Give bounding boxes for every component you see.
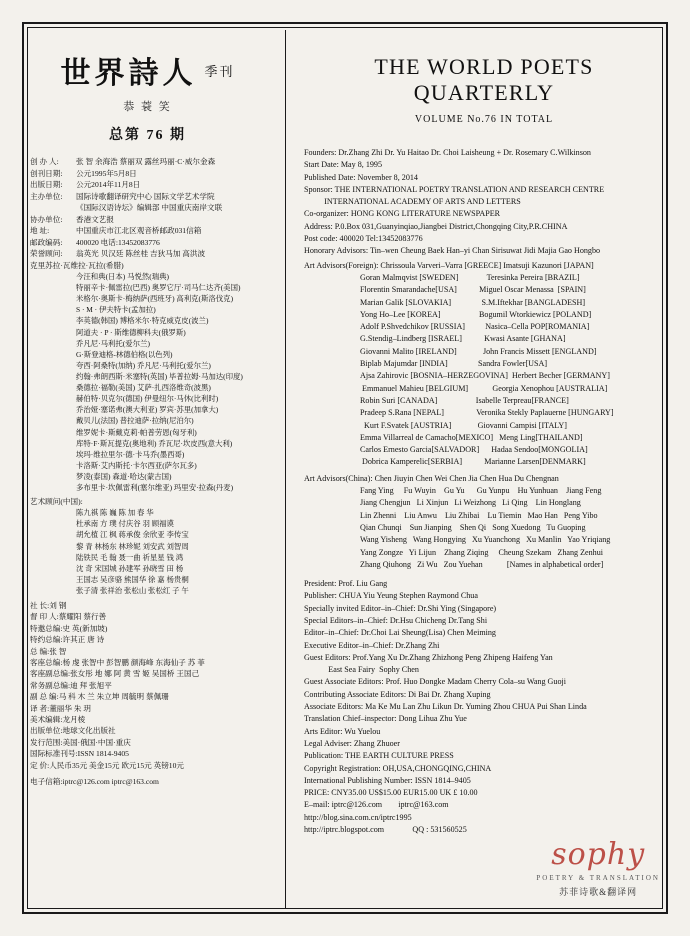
advisor-line: Lin Zhenni Liu Anwu Liu Zhibai Lu Tiemin Mao Han Peng Yibo	[360, 510, 598, 520]
english-staff-block	[304, 578, 664, 836]
advisor-line: Qian Chunqi Sun Jianping Shen Qi Song Xuedong Tu Guoping	[360, 522, 586, 532]
imprint-label: 主办单位:	[30, 191, 63, 201]
staff-line: 常务副总编:迪 拜 张旭平	[30, 680, 112, 690]
issue-number: 总第 76 期	[109, 128, 186, 143]
staff-line: Guest Editors: Prof.Yang Xu Dr.Zhang Zhizhong Peng Zhipeng Haifeng Yan	[304, 652, 553, 662]
advisor-line: 维罗妮卡·斯戴克莉·帕普劳恩(匈牙利)	[76, 427, 197, 437]
advisor-line: Yang Zongze Yi Lijun Zhang Ziqing Cheung Szekam Zhang Zenhui	[360, 547, 604, 557]
staff-line: 出版单位:地球文化出版社	[30, 726, 116, 736]
imprint-row	[30, 202, 265, 213]
advisor-line: Giovanni Malito [IRELAND] John Francis Missett [ENGLAND]	[360, 346, 597, 356]
advisor-line: 特丽辛卡·佩雷拉(巴西) 奥罗它厅·司马仁达齐(美国)	[76, 283, 241, 293]
advisor-line: 阿道夫 · P · 斯维德柳科夫(俄罗斯)	[76, 327, 186, 337]
staff-line: 美术编辑:龙月棱	[30, 714, 86, 724]
advisor-line: 夸西·阿桑特(加纳) 乔凡尼·马利托(爱尔兰)	[76, 360, 211, 370]
imprint-line: Co-organizer: HONG KONG LITERATURE NEWSPAPER	[304, 209, 501, 219]
china-art-advisors-cn	[30, 507, 265, 596]
advisor-line: G.Stendig–Lindberg [ISRAEL] Kwasi Asante [GHANA]	[360, 334, 566, 344]
chinese-masthead-column	[30, 30, 275, 908]
staff-line: Specially invited Editor–in–Chief: Dr.Shi Ying (Singapore)	[304, 603, 497, 613]
advisor-line: Biplab Majumdar [INDIA] Sandra Fowler[USA]	[360, 359, 548, 369]
advisor-line: Fang Ying Fu Wuyin Gu Yu Gu Yunpu Hu Yunhuan Jiang Feng	[360, 486, 602, 496]
staff-line: 译 者:董丽华 朱 玥	[30, 703, 91, 713]
imprint-row	[30, 179, 265, 190]
staff-line: 客座副总编:张女彤 地 娜 阿 黄 雪 姬 吴国桥 王国己	[30, 669, 200, 679]
staff-line: 社 长:刘 钢	[30, 601, 67, 611]
advisor-line: 乔治娅·塞诺弗(澳大利亚) 罗宾·苏里(加拿大)	[76, 405, 219, 415]
advisor-line: 陈九祺 陈 巍 陈 加 春 华	[76, 508, 154, 518]
blogspot-url[interactable]: http://iptrc.blogspot.com QQ : 531560525	[304, 825, 467, 835]
staff-line: International Publishing Number: ISSN 1814–9405	[304, 775, 471, 785]
imprint-row	[30, 237, 265, 248]
imprint-value: 中国重庆市江北区观音桥邮政031信箱	[76, 226, 202, 235]
advisor-line: Wang Yisheng Wang Hongying Xu Yuanchong Xu Manlin Yao Yriqiang	[360, 535, 611, 545]
advisor-line: 埃玛·维拉里尔·德·卡马乔(墨西哥)	[76, 449, 185, 459]
advisor-line: 王国志 吴彦骆 熊国华 徐 嘉 杨贵桐	[76, 574, 189, 584]
staff-line: 督 印 人:蔡耀阳 蔡行善	[30, 612, 107, 622]
foreign-advisors-list	[304, 272, 664, 469]
advisor-line: 库特·F·斯瓦提克(奥地利) 乔瓦尼·坎皮西(意大利)	[76, 438, 233, 448]
advisor-line: Marian Galik [SLOVAKIA] S.M.Iftekhar [BANGLADESH]	[360, 297, 586, 307]
staff-line: 电子信箱:iptrc@126.com iptrc@163.com	[30, 776, 159, 786]
advisor-line: 卡洛斯·艾内斯托·卡尔西亚(萨尔瓦多)	[76, 460, 197, 470]
column-divider	[285, 30, 286, 908]
imprint-value: 400020 电话:13452083776	[76, 237, 160, 247]
chinese-subtitle: 季刊	[204, 63, 235, 79]
china-advisors-label: Art Advisors(China): Chen Jiuyin Chen Wei Chen Jia Chen Hua Du Chengnan	[304, 473, 559, 483]
staff-block-cn	[30, 600, 265, 787]
staff-line: Arts Editor: Wu Yuelou	[304, 726, 381, 736]
advisor-line: 赫伯特·贝克尔(德国) 伊曼纽尔·马休(比利时)	[76, 394, 219, 404]
imprint-row	[30, 168, 265, 179]
imprint-label: 荣誉顾问:	[30, 249, 63, 258]
advisor-line: 陆铁民 毛 翰 聂一曲 祈星星 钱 鸿	[76, 552, 184, 562]
staff-line: East Sea Fairy Sophy Chen	[304, 665, 419, 675]
staff-line: Special Editors–in–Chief: Dr.Hsu Chicheng Dr.Tang Shi	[304, 615, 488, 625]
advisor-line: 胡允植 江 枫 蒋承俊 余欣亚 李传宝	[76, 530, 189, 540]
imprint-row	[30, 260, 265, 271]
english-masthead-column	[296, 30, 664, 908]
imprint-label: 协办单位:	[30, 214, 63, 224]
staff-line: 定 价:人民币35元 美金15元 欧元15元 英镑10元	[30, 760, 184, 770]
imprint-line: Start Date: May 8, 1995	[304, 160, 383, 170]
sophy-cn-site: 苏菲诗歌&翻译网	[559, 887, 638, 897]
masthead	[30, 30, 265, 144]
sophy-logo: sophy	[551, 837, 646, 872]
advisor-line: 戴贝儿(法国) 普拉迪萨·拉纳(尼泊尔)	[76, 416, 194, 426]
imprint-value: 香港文艺报	[76, 214, 114, 224]
staff-line: 客座总编:杨 虔 张智中 彭智鹏 颜海峰 东海仙子 苏 菲	[30, 658, 205, 668]
advisor-line: 桑德拉·福勒(美国) 艾萨·扎西洛维奇(波黑)	[76, 383, 211, 393]
imprint-value: 国际诗歌翻译研究中心 国际文学艺术学院	[76, 191, 215, 201]
imprint-line: Post code: 400020 Tel:13452083776	[304, 234, 423, 244]
blog-url[interactable]: http://blog.sina.com.cn/iptrc1995	[304, 812, 412, 822]
advisor-line: Kurt F.Svatek [AUSTRIA] Giovanni Campisi [ITALY]	[360, 420, 567, 430]
staff-line: Associate Editors: Ma Ke Mu Lan Zhu Likun Dr. Yuming Zhou CHUA Pui Shan Linda	[304, 702, 587, 712]
chinese-imprint-block	[30, 156, 265, 271]
staff-line: Contributing Associate Editors: Di Bai Dr. Zhang Xuping	[304, 689, 491, 699]
advisor-line: Jiang Chengjun Li Xinjun Li Weizhong Li Qing Lin Honglang	[360, 498, 581, 508]
staff-line: 国际标准刊号:ISSN 1814-9405	[30, 749, 129, 759]
advisor-line: Florentin Smarandache[USA] Miguel Oscar Menassa [SPAIN]	[360, 285, 586, 295]
imprint-row	[30, 214, 265, 225]
advisor-line: Goran Malmqvist [SWEDEN] Teresinka Pereira [BRAZIL]	[360, 272, 580, 282]
watermark-stamp	[536, 837, 660, 898]
advisor-line: Zhang Qiuhong Zi Wu Zou Yuehan [Names in alphabetical order]	[360, 559, 604, 569]
sophy-tagline: POETRY & TRANSLATION	[536, 874, 660, 882]
advisor-line: G·斯登迪格-林德伯格(以色列)	[76, 349, 173, 359]
imprint-value: 张 智 余海浩 蔡丽双 露丝玛丽·C·威尔金森	[76, 157, 216, 166]
advisor-line: 张子清 张祥治 张松山 张松红 子 午	[76, 585, 189, 595]
advisor-line: Emmanuel Mahieu [BELGIUM] Georgia Xenophou [AUSTRALIA]	[360, 383, 608, 393]
advisor-line: Adolf P.Shvedchikov [RUSSIA] Nasica–Cella POP[ROMANIA]	[360, 322, 590, 332]
advisor-line: S · M · 伊夫特卡(孟加拉)	[76, 305, 156, 315]
staff-line: President: Prof. Liu Gang	[304, 579, 388, 589]
advisor-line: 今汪和典(日本) 马悦然(瑞典)	[76, 272, 169, 281]
staff-line: Publisher: CHUA Yiu Yeung Stephen Raymond Chua	[304, 591, 478, 601]
staff-line: Guest Associate Editors: Prof. Huo Dongke Madam Cherry Cola–su Wang Guoji	[304, 677, 566, 687]
imprint-row	[30, 156, 265, 167]
calligraphy-signature: 恭 蓑 笑	[123, 101, 172, 113]
advisor-line: 李英德(韩国) 博格米尔·特克威克皮(波兰)	[76, 316, 209, 326]
imprint-line: Founders: Dr.Zhang Zhi Dr. Yu Haitao Dr. Choi Laisheung + Dr. Rosemary C.Wilkinson	[304, 148, 591, 157]
staff-line: Translation Chief–inspector: Dong Lihua Zhu Yue	[304, 714, 467, 724]
advisor-line: Dobrica Kamperelic[SERBIA] Marianne Larsen[DENMARK]	[360, 457, 586, 467]
advisor-line: 多布里卡·坎佩雷利(塞尔维亚) 玛里安·拉森(丹麦)	[76, 483, 234, 493]
staff-line: 副 总 编:马 科 木 兰 朱立坤 周毓明 蔡佩珊	[30, 692, 169, 702]
advisor-line: 乔凡尼·马利托(爱尔兰)	[76, 338, 150, 348]
imprint-line: INTERNATIONAL ACADEMY OF ARTS AND LETTERS	[304, 197, 521, 207]
english-imprint-block	[304, 147, 664, 836]
advisor-line: Ajsa Zahirovic [BOSNIA–HERZEGOVINA] Herbert Becher [GERMANY]	[360, 371, 610, 381]
foreign-advisors-label: Art Advisors(Foreign): Chrissoula Varveri–Varra [GREECE] Imatsuji Kazunori [JAPAN]	[304, 260, 594, 270]
staff-line: 特约总编:许其正 唐 诗	[30, 635, 105, 645]
china-advisors-list	[304, 485, 664, 571]
foreign-art-advisors-cn	[30, 271, 265, 493]
price-line: PRICE: CNY35.00 US$15.00 EUR15.00 UK £ 10.00	[304, 788, 478, 798]
advisor-line: 约翰·弗朗西斯·米塞特(英国) 毕普拉姆·马加达(印度)	[76, 371, 243, 381]
staff-line: Publication: THE EARTH CULTURE PRESS	[304, 751, 454, 761]
imprint-value: 《国际汉语诗坛》编辑部 中国重庆南岸文联	[76, 203, 223, 212]
staff-line: 总 编:张 智	[30, 646, 67, 656]
staff-line: Copyright Registration: OH,USA,CHONGQING,CHINA	[304, 763, 492, 773]
imprint-label: 出版日期:	[30, 180, 63, 189]
staff-line: 特邀总编:史 英(新加坡)	[30, 623, 108, 633]
imprint-label: 创刊日期:	[30, 168, 63, 178]
chinese-title: 世界詩人	[60, 56, 197, 91]
advisor-line: 黎 青 林杨东 林珍妮 刘安武 刘智周	[76, 541, 189, 551]
advisor-line: 米格尔·奥斯卡·梅纳萨(西班牙) 高利克(斯洛伐克)	[76, 294, 234, 304]
staff-line: 发行范围:美国·俄国·中国·重庆	[30, 737, 131, 747]
imprint-value: 克里苏拉·瓦维拉·瓦拉(希腊)	[30, 260, 124, 270]
imprint-value: 公元2014年11月8日	[76, 180, 141, 189]
advisor-line: 杜承南 方 璞 付庆谷 羽 顾福谟	[76, 519, 174, 529]
imprint-label: 创 办 人:	[30, 157, 59, 166]
staff-line: Legal Adviser: Zhang Zhuoer	[304, 738, 400, 748]
advisor-line: Carlos Ernesto Garcia[SALVADOR] Hadaa Sendoo[MONGOLIA]	[360, 445, 588, 455]
imprint-label: 邮政编码:	[30, 237, 63, 247]
imprint-line: Published Date: November 8, 2014	[304, 172, 418, 182]
english-title: THE WORLD POETS QUARTERLY	[374, 54, 594, 105]
advisor-line: 沈 奇 宋国城 孙建军 孙晓雪 田 杨	[76, 563, 184, 573]
advisor-line: Emma Villarreal de Camacho[MEXICO] Meng Ling[THAILAND]	[360, 432, 583, 442]
imprint-row	[30, 191, 265, 202]
imprint-line: Sponsor: THE INTERNATIONAL POETRY TRANSLATION AND RESEARCH CENTRE	[304, 184, 605, 194]
imprint-value: 翁英光 贝汉廷 陈丝桂 吉狄马加 高洪波	[76, 249, 206, 258]
imprint-row	[30, 225, 265, 236]
advisor-line: Yong Ho–Lee [KOREA] Bogumil Wtorkiewicz [POLAND]	[360, 309, 592, 319]
staff-line: Executive Editor–in–Chief: Dr.Zhang Zhi	[304, 640, 440, 650]
china-art-advisors-label: 艺术顾问(中国):	[30, 497, 83, 507]
advisor-line: Robin Suri [CANADA] Isabelle Terpreau[FRANCE]	[360, 395, 569, 405]
imprint-row	[30, 248, 265, 259]
imprint-value: 公元1995年5月8日	[76, 168, 137, 178]
imprint-label: 地 址:	[30, 226, 50, 235]
imprint-label	[30, 202, 76, 213]
imprint-line: Address: P.0.Box 031,Guanyinqiao,Jiangbei District,Chongqing City,P.R.CHINA	[304, 221, 568, 231]
imprint-line: Honorary Advisors: Tin–wen Cheung Baek Han–yi Chan Sirisuwat Jidi Majia Gao Hongbo	[304, 246, 601, 256]
email-line[interactable]: E–mail: iptrc@126.com iptrc@163.com	[304, 800, 449, 810]
advisor-line: Pradeep S.Rana [NEPAL] Veronika Stekly Paplauerne [HUNGARY]	[360, 408, 614, 418]
english-volume: VOLUME No.76 IN TOTAL	[414, 114, 554, 125]
advisor-line: 梦凌(泰国) 森道·哈达(蒙古国)	[76, 471, 172, 481]
staff-line: Editor–in–Chief: Dr.Choi Lai Sheung(Lisa) Chen Meiming	[304, 628, 496, 638]
